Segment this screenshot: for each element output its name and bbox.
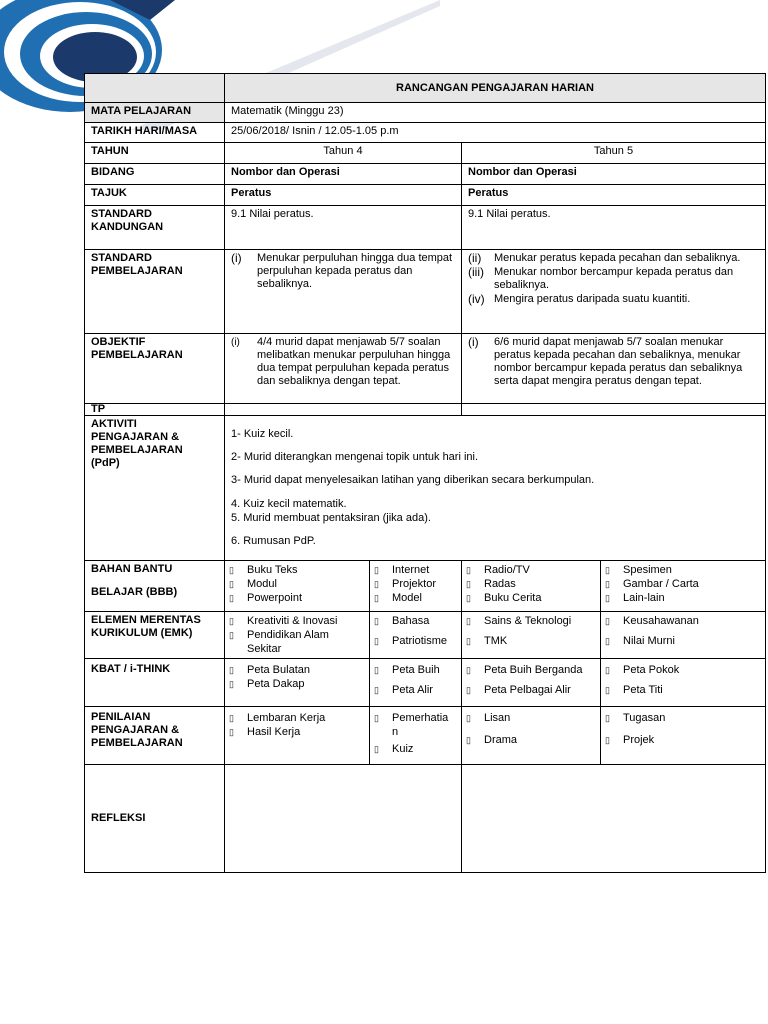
bbb-label: BAHAN BANTU BELAJAR (BBB)	[85, 561, 225, 612]
checkbox-icon[interactable]: ▯	[374, 744, 379, 754]
bbb-option[interactable]: ▯ Spesimen	[605, 564, 672, 576]
kbat-col-2	[370, 659, 462, 707]
checkbox-icon[interactable]: ▯	[466, 685, 471, 695]
kbat-option[interactable]: ▯ Peta Pelbagai Alir	[466, 684, 571, 696]
bidang-tahun-5: Nombor dan Operasi	[462, 164, 766, 185]
standard-pembelajaran-tahun-5	[462, 250, 766, 334]
standard-pembelajaran-tahun-4	[225, 250, 462, 334]
checkbox-icon[interactable]: ▯	[605, 579, 610, 589]
checkbox-icon[interactable]: ▯	[466, 616, 471, 626]
aktiviti-label: AKTIVITI PENGAJARAN & PEMBELAJARAN (PdP)	[85, 416, 225, 561]
emk-col-3	[462, 612, 601, 659]
kbat-option[interactable]: ▯ Peta Bulatan	[229, 664, 310, 676]
emk-option[interactable]: ▯ Bahasa	[374, 615, 430, 627]
kbat-col-4	[601, 659, 766, 707]
emk-option[interactable]: ▯ Patriotisme	[374, 635, 448, 647]
tp-label: TP	[85, 404, 225, 416]
penilaian-option[interactable]: ▯ Pemerhatia n	[374, 712, 449, 738]
penilaian-option[interactable]: ▯ Projek	[605, 734, 655, 746]
tahun-5: Tahun 5	[462, 143, 766, 164]
checkbox-icon[interactable]: ▯	[466, 593, 471, 603]
checkbox-icon[interactable]: ▯	[229, 616, 234, 626]
tahun-label: TAHUN	[85, 143, 225, 164]
lesson-plan-table	[84, 73, 766, 873]
emk-option[interactable]: ▯ Kreativiti & Inovasi	[229, 615, 338, 627]
objektif-tahun-4: (i) 4/4 murid dapat menjawab 5/7 soalan melibatkan menukar perpuluhan hingga dua tempat perpuluhan kepada peratus dan sebaliknya dengan tepat.	[225, 334, 462, 404]
refleksi-tahun-4[interactable]	[225, 765, 462, 873]
kbat-option[interactable]: ▯ Peta Dakap	[229, 678, 305, 690]
standard-kandungan-label: STANDARD KANDUNGAN	[85, 206, 225, 250]
penilaian-option[interactable]: ▯ Lisan	[466, 712, 511, 724]
mata-pelajaran-value: Matematik (Minggu 23)	[225, 103, 766, 123]
objektif-label: OBJEKTIF PEMBELAJARAN	[85, 334, 225, 404]
penilaian-col-4	[601, 707, 766, 765]
emk-label: ELEMEN MERENTAS KURIKULUM (EMK)	[85, 612, 225, 659]
tarikh-label: TARIKH HARI/MASA	[85, 123, 225, 143]
bbb-col-1	[225, 561, 370, 612]
sp-item: (i) Menukar perpuluhan hingga dua tempat perpuluhan kepada peratus dan sebaliknya.	[231, 251, 453, 290]
emk-option[interactable]: ▯ Pendidikan Alam Sekitar	[229, 629, 329, 655]
bbb-option[interactable]: ▯ Powerpoint	[229, 592, 303, 604]
tajuk-tahun-4: Peratus	[225, 185, 462, 206]
page-title: RANCANGAN PENGAJARAN HARIAN	[225, 74, 766, 103]
checkbox-icon[interactable]: ▯	[229, 727, 234, 737]
aktiviti-item: 3- Murid dapat menyelesaikan latihan yang diberikan secara berkumpulan.	[231, 474, 595, 486]
bbb-col-4	[601, 561, 766, 612]
checkbox-icon[interactable]: ▯	[229, 630, 234, 640]
standard-kandungan-tahun-5: 9.1 Nilai peratus.	[462, 206, 766, 250]
title-blank-cell	[85, 74, 225, 103]
tajuk-tahun-5: Peratus	[462, 185, 766, 206]
penilaian-col-1	[225, 707, 370, 765]
bidang-tahun-4: Nombor dan Operasi	[225, 164, 462, 185]
aktiviti-item: 1- Kuiz kecil.	[231, 428, 294, 440]
checkbox-icon[interactable]: ▯	[229, 713, 234, 723]
checkbox-icon[interactable]: ▯	[374, 579, 379, 589]
refleksi-tahun-5[interactable]	[462, 765, 766, 873]
emk-col-4	[601, 612, 766, 659]
penilaian-option[interactable]: ▯ Tugasan	[605, 712, 666, 724]
bbb-option[interactable]: ▯ Buku Cerita	[466, 592, 542, 604]
kbat-option[interactable]: ▯ Peta Buih	[374, 664, 440, 676]
checkbox-icon[interactable]: ▯	[229, 665, 234, 675]
checkbox-icon[interactable]: ▯	[605, 636, 610, 646]
checkbox-icon[interactable]: ▯	[374, 685, 379, 695]
checkbox-icon[interactable]: ▯	[466, 565, 471, 575]
aktiviti-list	[225, 416, 766, 561]
bbb-col-2	[370, 561, 462, 612]
emk-option[interactable]: ▯ Nilai Murni	[605, 635, 675, 647]
bbb-option[interactable]: ▯ Radio/TV	[466, 564, 530, 576]
kbat-option[interactable]: ▯ Peta Titi	[605, 684, 663, 696]
emk-col-1	[225, 612, 370, 659]
bbb-col-3	[462, 561, 601, 612]
sp-item: (iii) Menukar nombor bercampur kepada peratus dan sebaliknya.	[468, 265, 734, 291]
mata-pelajaran-label: MATA PELAJARAN	[85, 103, 225, 123]
checkbox-icon[interactable]: ▯	[466, 735, 471, 745]
bbb-option[interactable]: ▯ Modul	[229, 578, 277, 590]
tarikh-value: 25/06/2018/ Isnin / 12.05-1.05 p.m	[225, 123, 766, 143]
checkbox-icon[interactable]: ▯	[605, 685, 610, 695]
bbb-option[interactable]: ▯ Internet	[374, 564, 430, 576]
refleksi-label: REFLEKSI	[85, 765, 225, 873]
checkbox-icon[interactable]: ▯	[374, 565, 379, 575]
kbat-col-3	[462, 659, 601, 707]
kbat-label: KBAT / i-THINK	[85, 659, 225, 707]
checkbox-icon[interactable]: ▯	[374, 593, 379, 603]
bbb-option[interactable]: ▯ Projektor	[374, 578, 437, 590]
emk-option[interactable]: ▯ Keusahawanan	[605, 615, 699, 627]
sp-item: (iv) Mengira peratus daripada suatu kuantiti.	[468, 292, 691, 306]
penilaian-option[interactable]: ▯ Kuiz	[374, 743, 414, 755]
tajuk-label: TAJUK	[85, 185, 225, 206]
aktiviti-item: 2- Murid diterangkan mengenai topik untuk hari ini.	[231, 451, 479, 463]
checkbox-icon[interactable]: ▯	[374, 665, 379, 675]
aktiviti-item: 4. Kuiz kecil matematik.	[231, 498, 347, 510]
checkbox-icon[interactable]: ▯	[466, 636, 471, 646]
checkbox-icon[interactable]: ▯	[466, 579, 471, 589]
tahun-4: Tahun 4	[225, 143, 462, 164]
tp-tahun-5	[462, 404, 766, 416]
tp-tahun-4	[225, 404, 462, 416]
checkbox-icon[interactable]: ▯	[605, 616, 610, 626]
emk-option[interactable]: ▯ TMK	[466, 635, 508, 647]
bbb-option[interactable]: ▯ Model	[374, 592, 422, 604]
checkbox-icon[interactable]: ▯	[229, 593, 234, 603]
kbat-option[interactable]: ▯ Peta Pokok	[605, 664, 680, 676]
penilaian-col-3	[462, 707, 601, 765]
checkbox-icon[interactable]: ▯	[605, 565, 610, 575]
penilaian-label: PENILAIAN PENGAJARAN & PEMBELAJARAN	[85, 707, 225, 765]
checkbox-icon[interactable]: ▯	[605, 665, 610, 675]
emk-option[interactable]: ▯ Sains & Teknologi	[466, 615, 572, 627]
aktiviti-item: 6. Rumusan PdP.	[231, 535, 316, 547]
kbat-col-1	[225, 659, 370, 707]
checkbox-icon[interactable]: ▯	[605, 593, 610, 603]
bbb-option[interactable]: ▯ Radas	[466, 578, 516, 590]
penilaian-option[interactable]: ▯ Hasil Kerja	[229, 726, 301, 738]
checkbox-icon[interactable]: ▯	[229, 579, 234, 589]
checkbox-icon[interactable]: ▯	[466, 713, 471, 723]
checkbox-icon[interactable]: ▯	[374, 616, 379, 626]
penilaian-option[interactable]: ▯ Lembaran Kerja	[229, 712, 326, 724]
penilaian-col-2	[370, 707, 462, 765]
penilaian-option[interactable]: ▯ Drama	[466, 734, 518, 746]
kbat-option[interactable]: ▯ Peta Alir	[374, 684, 433, 696]
checkbox-icon[interactable]: ▯	[229, 679, 234, 689]
kbat-option[interactable]: ▯ Peta Buih Berganda	[466, 664, 583, 676]
checkbox-icon[interactable]: ▯	[374, 713, 379, 723]
checkbox-icon[interactable]: ▯	[229, 565, 234, 575]
bbb-option[interactable]: ▯ Buku Teks	[229, 564, 298, 576]
checkbox-icon[interactable]: ▯	[605, 713, 610, 723]
objektif-tahun-5: (i) 6/6 murid dapat menjawab 5/7 soalan menukar peratus kepada pecahan dan sebaliknya, menukar nombor bercampur kepada peratus dan sebaliknya serta dapat mengira peratus dengan tepat.	[462, 334, 766, 404]
aktiviti-item: 5. Murid membuat pentaksiran (jika ada).	[231, 512, 431, 524]
bidang-label: BIDANG	[85, 164, 225, 185]
bbb-option[interactable]: ▯ Lain-lain	[605, 592, 665, 604]
emk-col-2	[370, 612, 462, 659]
checkbox-icon[interactable]: ▯	[374, 636, 379, 646]
checkbox-icon[interactable]: ▯	[605, 735, 610, 745]
standard-kandungan-tahun-4: 9.1 Nilai peratus.	[225, 206, 462, 250]
sp-item: (ii) Menukar peratus kepada pecahan dan sebaliknya.	[468, 251, 741, 265]
checkbox-icon[interactable]: ▯	[466, 665, 471, 675]
standard-pembelajaran-label: STANDARD PEMBELAJARAN	[85, 250, 225, 334]
bbb-option[interactable]: ▯ Gambar / Carta	[605, 578, 699, 590]
